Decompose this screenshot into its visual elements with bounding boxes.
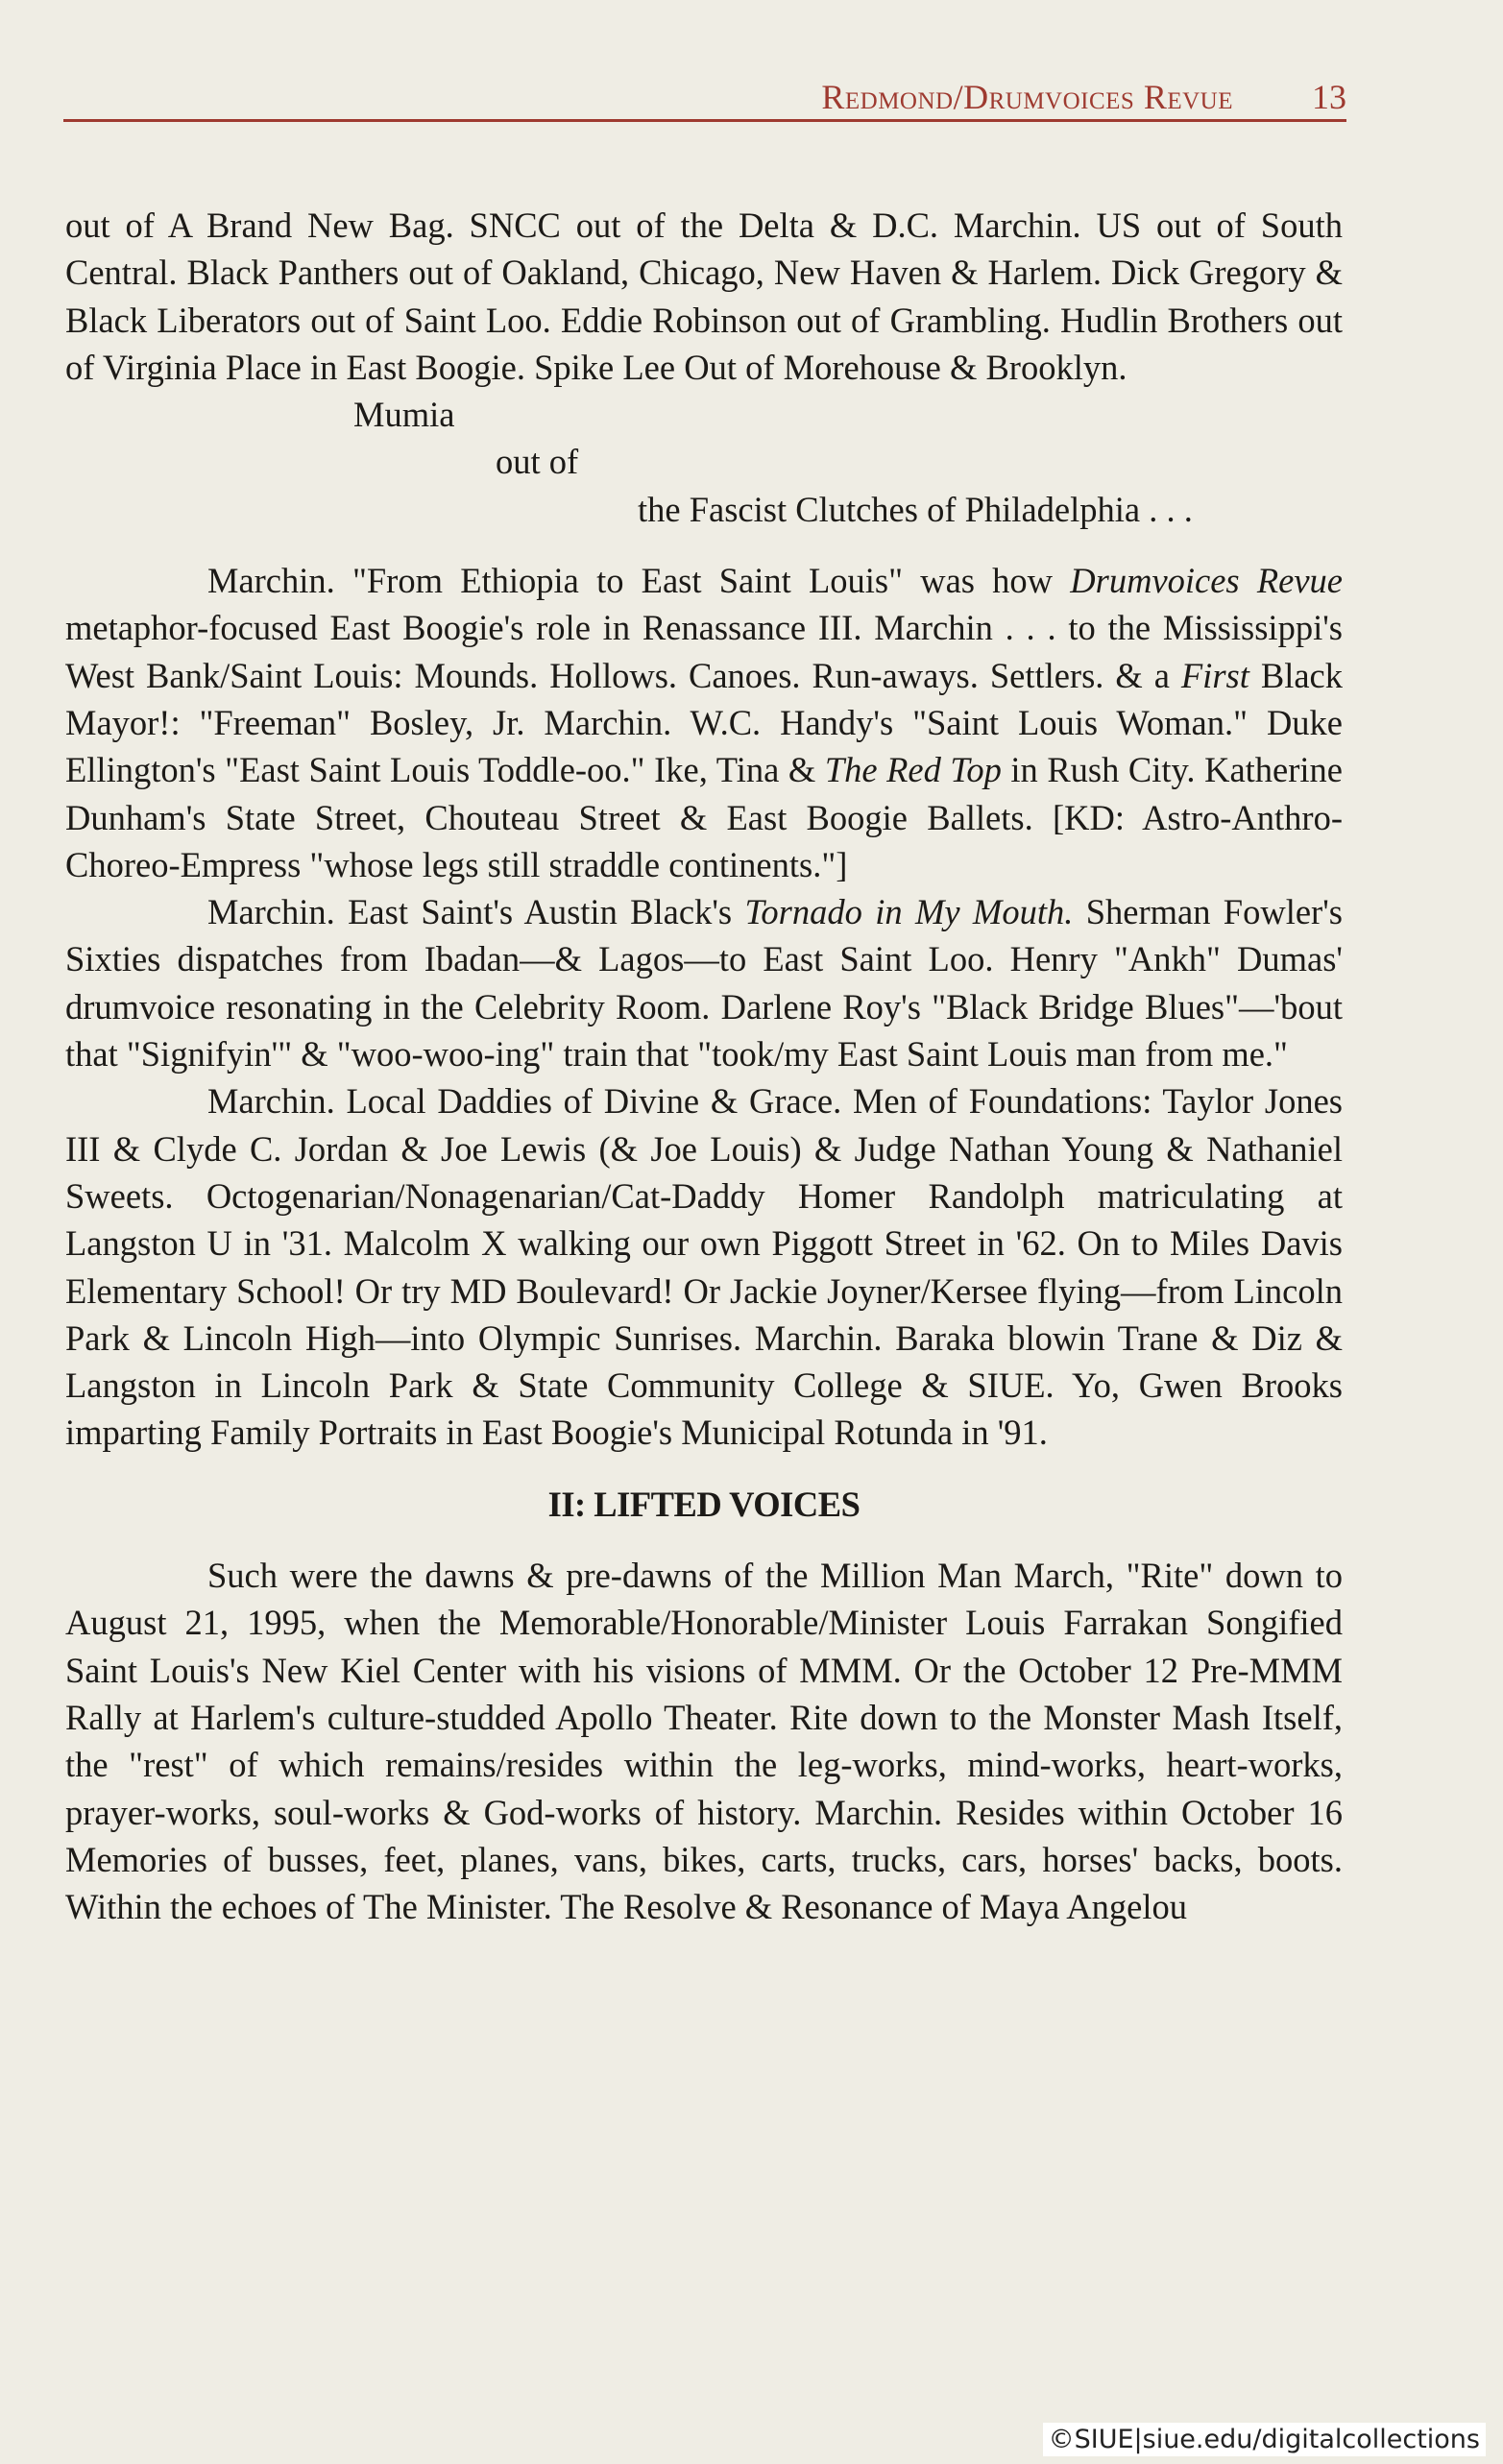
paragraph-3-text-b: Sherman Fowler's Sixties dispatches from Ibadan—& Lagos—to East Saint Loo. Henry "Ankh" Dumas' drumvoice resonating in the Celebrity Room. Darlene Roy's "Black Bridge Blues"—'bout that "Signifyin'" & "woo-woo-ing" train that "took/my East Saint Louis man from me." (65, 892, 1343, 1075)
copyright-footer: ©SIUE|siue.edu/digitalcollections (1043, 2423, 1486, 2456)
paragraph-4: Marchin. Local Daddies of Divine & Grace. Men of Foundations: Taylor Jones III & Clyde C. Jordan & Joe Lewis (& Joe Louis) & Judge Nathan Young & Nathaniel Sweets. Octogenarian/Nonagenarian/Cat-Daddy Homer Randolph matriculating at Langston U in '31. Malcolm X walking our own Piggott Street in '62. On to Miles Davis Elementary School! Or try MD Boulevard! Or Jackie Joyner/Kersee flying—from Lincoln Park & Lincoln High—into Olympic Sunrises. Marchin. Baraka blowin Trane & Diz & Langston in Lincoln Park & State Community College & SIUE. Yo, Gwen Brooks imparting Family Portraits in East Boogie's Municipal Rotunda in '91. (65, 1081, 1343, 1453)
section-heading: II: LIFTED VOICES (547, 1484, 861, 1524)
paragraph-1: out of A Brand New Bag. SNCC out of the Delta & D.C. Marchin. US out of South Central. Black Panthers out of Oakland, Chicago, New Haven & Harlem. Dick Gregory & Black Liberators out of Saint Loo. Eddie Robinson out of Grambling. Hudlin Brothers out of Virginia Place in East Boogie. Spike Lee Out of Morehouse & Brooklyn. (65, 205, 1343, 387)
paragraph-2-text-c: Black Mayor!: "Freeman" Bosley, Jr. Marchin. W.C. Handy's "Saint Louis Woman." Duke Ellington's "East Saint Louis Toddle-oo." Ike, Tina & (65, 655, 1343, 790)
paragraph-3 (65, 888, 1343, 1077)
page-number: 13 (1312, 78, 1346, 116)
paragraph-2 (65, 557, 1343, 888)
paragraph-2-title-drumvoices: Drumvoices Revue (1070, 561, 1343, 601)
paragraph-2-text-b: metaphor-focused East Boogie's role in Renassance III. Marchin . . . to the Mississippi's West Bank/Saint Louis: Mounds. Hollows. Canoes. Run-aways. Settlers. & a (65, 608, 1343, 695)
paragraph-3-text-a: Marchin. East Saint's Austin Black's (207, 892, 745, 932)
running-header-title: Redmond/Drumvoices Revue (821, 78, 1233, 116)
stagger-line-3: the Fascist Clutches of Philadelphia . . . (638, 489, 1193, 529)
paragraph-3-title-tornado: Tornado in My Mouth. (744, 892, 1074, 932)
running-header (63, 71, 1346, 122)
paragraph-2-title-red-top: The Red Top (824, 750, 1002, 790)
article-body (65, 202, 1343, 1930)
paragraph-2-emphasis-first: First (1180, 655, 1249, 695)
stagger-line-2: out of (496, 442, 579, 482)
paragraph-2-text-d: in Rush City. Katherine Dunham's State Street, Chouteau Street & East Boogie Ballets. [KD: Astro-Anthro-Choreo-Empress "whose legs still straddle continents."] (65, 750, 1343, 884)
paragraph-2-text-a: Marchin. "From Ethiopia to East Saint Louis" was how (207, 561, 1071, 601)
paragraph-5: Such were the dawns & pre-dawns of the Million Man March, "Rite" down to August 21, 1995, when the Memorable/Honorable/Minister Louis Farrakan Songified Saint Louis's New Kiel Center with his visions of MMM. Or the October 12 Pre-MMM Rally at Harlem's culture-studded Apollo Theater. Rite down to the Monster Mash Itself, the "rest" of which remains/resides within the leg-works, mind-works, heart-works, prayer-works, soul-works & God-works of history. Marchin. Resides within October 16 Memories of busses, feet, planes, vans, bikes, carts, trucks, cars, horses' backs, boots. Within the echoes of The Minister. The Resolve & Resonance of Maya Angelou (65, 1556, 1343, 1927)
stagger-line-1: Mumia (353, 395, 455, 435)
